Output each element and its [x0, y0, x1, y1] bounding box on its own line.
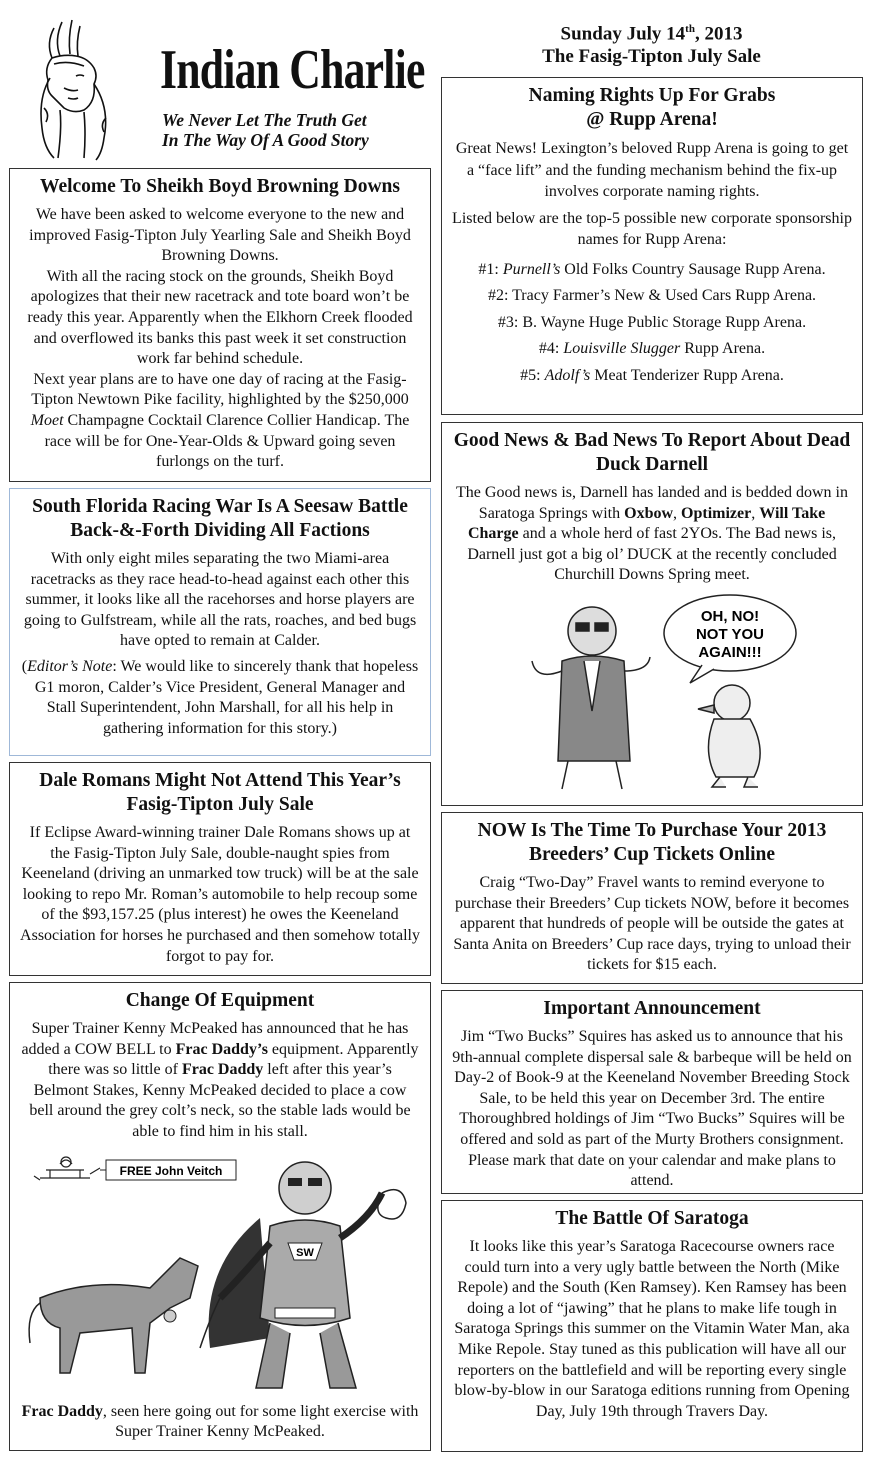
article-announcement	[441, 990, 863, 1194]
issue-date: Sunday July 14th, 2013	[560, 23, 743, 45]
chest-emblem: SW	[296, 1246, 314, 1259]
article-headline: NOW Is The Time To Purchase Your 2013 Breeders’ Cup Tickets Online	[477, 820, 827, 865]
article-paragraph: With all the racing stock on the grounds, Sheikh Boyd apologizes that their new racetrack and tote board won’t be ready this year. Apparently when the Elkhorn Creek flooded and overflowed its banks this past week it set construction work far behind schedule.	[27, 267, 413, 368]
article-headline: Important Announcement	[543, 998, 761, 1019]
article-paragraph: If Eclipse Award-winning trainer Dale Romans shows up at the Fasig-Tipton July Sale, double-naught spies from Keeneland (driving an unmarked tow truck) will be at the sale looking to repo Mr. Roman’s automobile to help recoup some of the $93,157.25 (plus interest) he owes the Keeneland Association for horses he purchased and then somehow totally forgot to pay for.	[20, 824, 420, 965]
banner-text: FREE John Veitch	[119, 1163, 223, 1178]
article-headline: The Battle Of Saratoga	[555, 1208, 749, 1229]
article-rupp	[441, 77, 863, 415]
masthead	[10, 10, 440, 170]
speech-line-1: OH, NO!	[700, 607, 760, 625]
ranking-item-4: #4: Louisville Slugger Rupp Arena.	[538, 340, 766, 357]
article-headline: Change Of Equipment	[125, 990, 315, 1011]
article-florida	[9, 488, 431, 756]
motto-line-2: In The Way Of A Good Story	[162, 130, 369, 150]
article-paragraph: Next year plans are to have one day of racing at the Fasig-Tipton Newtown Pike facility, highlighted by the $250,000 Moet Champagne Cocktail Clarence Collier Handicap. The race will be for One-Year-Olds & Upward going seven furlongs on the turf.	[30, 370, 410, 471]
man-figure	[532, 607, 650, 789]
article-paragraph: Jim “Two Bucks” Squires has asked us to announce that his 9th-annual complete dispersal sale & barbeque will be held on Day-2 of Book-9 at the Keeneland November Breeding Stock Sale, to be held this year on December 3rd. The entire Thoroughbred holdings of Jim “Two Bucks” Squires will be offered and sold as part of the Murty Brothers consignment. Please mark that date on your calendar and make plans to attend.	[452, 1028, 852, 1190]
article-paragraph: The Good news is, Darnell has landed and is bedded down in Saratoga Springs with Oxbow, Optimizer, Will Take Charge and a whole herd of fast 2YOs. The Bad news is, Darnell just got a big ol’ DUCK at the recently concluded Churchill Downs Spring meet.	[456, 484, 848, 584]
cow-bell-icon	[164, 1310, 176, 1322]
editors-note: (Editor’s Note: We would like to sincerely thank that hopeless G1 moron, Calder’s Vice President, General Manager and Stall Superintendent, John Marshall, for all his help in gathering information for this story.)	[21, 657, 419, 737]
article-breeders-cup	[441, 812, 863, 984]
biplane-icon	[34, 1157, 100, 1180]
speech-line-2: NOT YOU	[695, 625, 765, 643]
article-headline: Good News & Bad News To Report About Dead Duck Darnell	[453, 430, 851, 475]
article-darnell	[441, 422, 863, 806]
speech-line-3: AGAIN!!!	[698, 643, 762, 661]
superhero-trainer	[209, 1162, 382, 1388]
ranking-item-5: #5: Adolf’s Meat Tenderizer Rupp Arena.	[520, 366, 784, 384]
ranking-item-3: #3: B. Wayne Huge Public Storage Rupp Arena.	[497, 313, 807, 331]
article-welcome	[9, 168, 431, 482]
newspaper-motto	[162, 110, 369, 150]
article-paragraph: Great News! Lexington’s beloved Rupp Arena is going to get a “face lift” and the funding mechanism behind the fix-up involves corporate naming rights.	[455, 140, 849, 200]
image-caption: Frac Daddy, seen here going out for some light exercise with Super Trainer Kenny McPeaked.	[21, 1402, 419, 1441]
article-headline: Welcome To Sheikh Boyd Browning Downs	[40, 176, 400, 197]
duck-cartoon	[502, 591, 802, 791]
article-equipment	[9, 982, 431, 1451]
motto-line-1: We Never Let The Truth Get	[162, 110, 367, 130]
ranking-item-1: #1: Purnell’s Old Folks Country Sausage Rupp Arena.	[478, 260, 826, 278]
article-paragraph: With only eight miles separating the two Miami-area racetracks as they race head-to-head against each other this summer, it looks like all the racehorses and horse players are going to Gulfstream, while all the rats, roaches, and bed bugs have opted to remain at Calder.	[23, 550, 417, 650]
article-romans	[9, 762, 431, 976]
issue-sale-name: The Fasig-Tipton July Sale	[542, 46, 761, 68]
article-headline: Dale Romans Might Not Attend This Year’s Fasig-Tipton July Sale	[39, 770, 401, 815]
article-headline: South Florida Racing War Is A Seesaw Battle Back-&-Forth Dividing All Factions	[32, 496, 408, 541]
article-paragraph: Listed below are the top-5 possible new corporate sponsorship names for Rupp Arena:	[452, 209, 852, 248]
ranking-item-2: #2: Tracy Farmer’s New & Used Cars Rupp Arena.	[487, 287, 817, 304]
article-paragraph: Craig “Two-Day” Fravel wants to remind everyone to purchase their Breeders’ Cup tickets NOW, before it becomes apparent that hundreds of people will be outside the gates at Santa Anita on Breeders’ Cup race days, trying to unload their tickets for $15 each.	[453, 874, 851, 974]
article-headline: Naming Rights Up For Grabs @ Rupp Arena!	[528, 85, 776, 130]
newspaper-title: Indian Charlie	[160, 39, 425, 101]
indian-chief-logo	[24, 18, 139, 163]
article-paragraph: Super Trainer Kenny McPeaked has announced that he has added a COW BELL to Frac Daddy’s equipment. Apparently there was so little of Frac Daddy left after this year’s Belmont Stakes, Kenny McPeaked decided to place a cow bell around the grey colt’s neck, so the stable lads would be able to find him in his stall.	[21, 1020, 419, 1140]
article-paragraph: We have been asked to welcome everyone to the new and improved Fasig-Tipton July Yearling Sale and Sheikh Boyd Browning Downs.	[29, 206, 411, 265]
dateline	[440, 18, 863, 68]
duck-figure	[698, 685, 760, 787]
superhero-cartoon	[20, 1148, 420, 1398]
article-saratoga	[441, 1200, 863, 1452]
article-paragraph: It looks like this year’s Saratoga Racecourse owners race could turn into a very ugly battle between the North (Mike Repole) and the South (Ken Ramsey). Ken Ramsey has been doing a lot of “jawing” that he plans to make life tough in Saratoga Springs this summer on the Vitamin Water Man, aka Mike Repole. Stay tuned as this publication will have all our reporters on the battlefield and will be reporting every single blow-by-blow in our Saratoga editions running from Opening Day, July 19th through Travers Day.	[454, 1238, 850, 1420]
